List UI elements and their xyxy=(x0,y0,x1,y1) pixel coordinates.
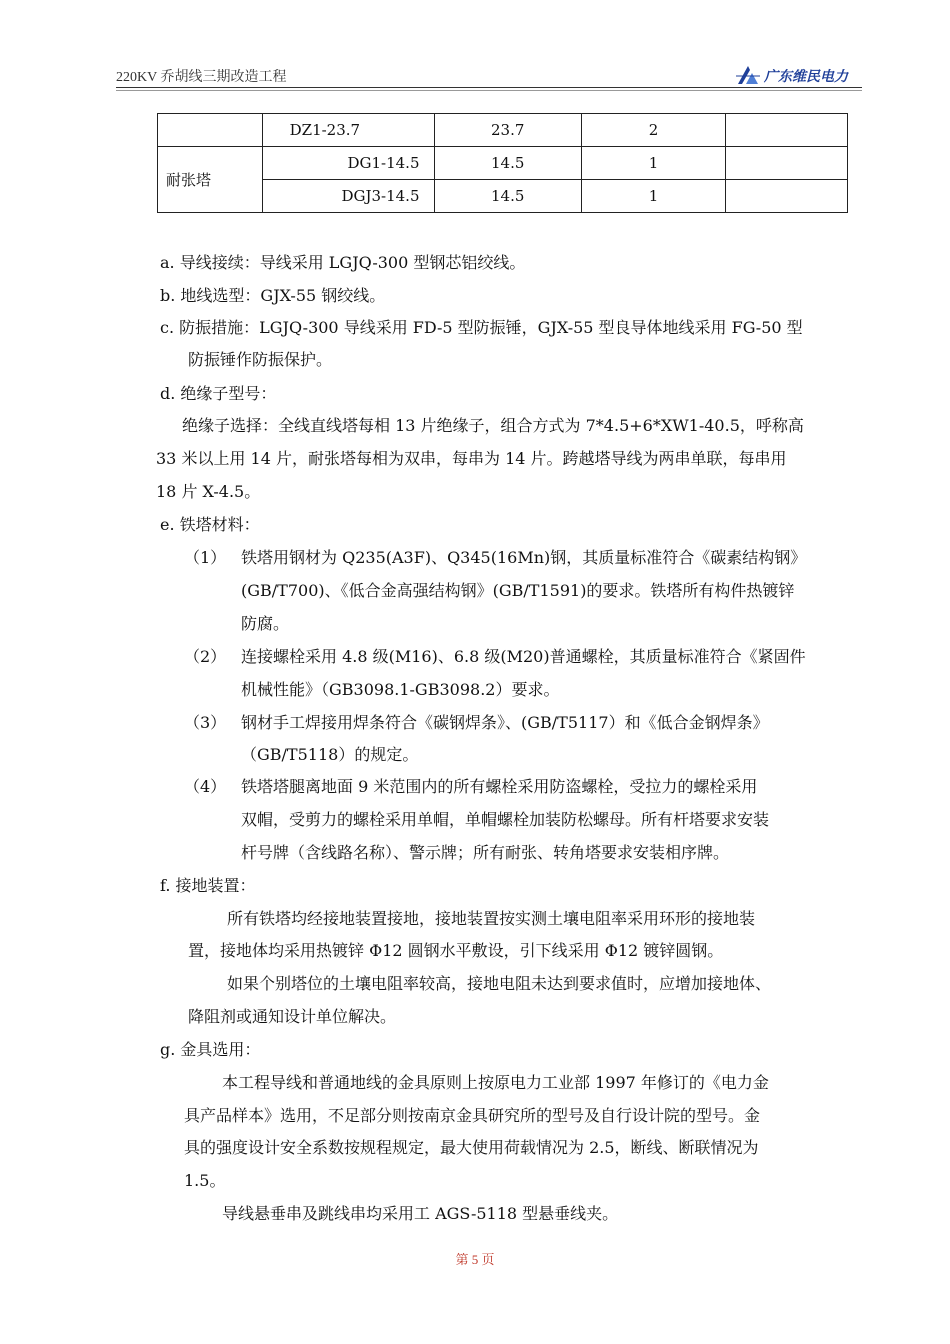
section-e-item4-line3: 杆号牌（含线路名称）、警示牌；所有耐张、转角塔要求安装相序牌。 xyxy=(241,843,730,862)
section-e-item4-line2: 双帽，受剪力的螺栓采用单帽，单帽螺栓加装防松螺母。所有杆塔要求安装 xyxy=(241,810,770,829)
section-g-text-line3: 具的强度设计安全系数按规程规定，最大使用荷载情况为 2.5，断线、断联情况为 xyxy=(184,1138,759,1157)
section-e-item3-number: （3） xyxy=(184,713,227,732)
table-row xyxy=(158,147,848,180)
section-c-text-line2: 防振锤作防振保护。 xyxy=(188,350,333,369)
section-e-item3-line1: 钢材手工焊接用焊条符合《碳钢焊条》、(GB/T5117）和《低合金钢焊条》 xyxy=(241,713,769,732)
section-g-text-line1: 本工程导线和普通地线的金具原则上按原电力工业部 1997 年修订的《电力金 xyxy=(222,1073,769,1092)
section-e-item1-line3: 防腐。 xyxy=(241,614,290,633)
table-cell-group: 耐张塔 xyxy=(158,147,263,213)
section-e-item2-line2: 机械性能》（GB3098.1-GB3098.2）要求。 xyxy=(241,680,560,699)
header-divider-secondary xyxy=(116,90,862,91)
section-g-text-line4: 1.5。 xyxy=(184,1171,226,1190)
company-logo xyxy=(736,62,866,90)
section-e-heading: e. 铁塔材料： xyxy=(160,515,260,534)
section-e-item4-number: （4） xyxy=(184,777,227,796)
table-cell-note xyxy=(726,180,848,213)
section-f-text-line2: 置，接地体均采用热镀锌 Φ12 圆钢水平敷设，引下线采用 Φ12 镀锌圆钢。 xyxy=(188,941,724,960)
table-row xyxy=(158,114,848,147)
section-g-heading: g. 金具选用： xyxy=(160,1040,261,1059)
header-divider xyxy=(116,87,862,88)
company-logo-icon xyxy=(736,64,760,86)
document-header-title: 220KV 乔胡线三期改造工程 xyxy=(116,70,287,85)
page-number: 第 5 页 xyxy=(455,1252,495,1267)
section-d-text-line3: 18 片 X-4.5。 xyxy=(156,482,261,501)
table-cell-count: 1 xyxy=(581,180,725,213)
table-cell-model: DZ1-23.7 xyxy=(262,114,434,147)
section-a-text: a. 导线接续：导线采用 LGJQ-300 型钢芯铝绞线。 xyxy=(160,253,526,272)
table-cell-count: 1 xyxy=(581,147,725,180)
section-d-heading: d. 绝缘子型号： xyxy=(160,384,277,403)
section-f-text-line4: 降阻剂或通知设计单位解决。 xyxy=(188,1007,397,1026)
table-cell-note xyxy=(726,147,848,180)
table-cell-height: 14.5 xyxy=(434,180,581,213)
table-cell-model: DGJ3-14.5 xyxy=(262,180,434,213)
section-f-heading: f. 接地装置： xyxy=(160,876,256,895)
table-cell-count: 2 xyxy=(581,114,725,147)
section-e-item1-line1: 铁塔用钢材为 Q235(A3F)、Q345(16Mn)钢，其质量标准符合《碳素结构钢》 xyxy=(241,548,807,567)
section-f-text-line1: 所有铁塔均经接地装置接地，接地装置按实测土壤电阻率采用环形的接地装 xyxy=(227,909,756,928)
section-d-text-line2: 33 米以上用 14 片，耐张塔每相为双串，每串为 14 片。跨越塔导线为两串单联，每串用 xyxy=(156,449,787,468)
section-e-item3-line2: （GB/T5118）的规定。 xyxy=(241,745,419,764)
section-d-text-line1: 绝缘子选择：全线直线塔每相 13 片绝缘子，组合方式为 7*4.5+6*XW1-40.5，呼称高 xyxy=(182,416,804,435)
tower-spec-table xyxy=(157,113,848,213)
section-e-item1-number: （1） xyxy=(184,548,227,567)
table-cell-model: DG1-14.5 xyxy=(262,147,434,180)
company-logo-text: 广东维民电力 xyxy=(764,69,848,85)
section-e-item2-line1: 连接螺栓采用 4.8 级(M16)、6.8 级(M20)普通螺栓，其质量标准符合《紧固件 xyxy=(241,647,806,666)
section-g-text-line2: 具产品样本》选用，不足部分则按南京金具研究所的型号及自行设计院的型号。金 xyxy=(184,1106,761,1125)
section-e-item1-line2: (GB/T700)、《低合金高强结构钢》(GB/T1591)的要求。铁塔所有构件热镀锌 xyxy=(241,581,795,600)
table-cell-height: 23.7 xyxy=(434,114,581,147)
section-c-text-line1: c. 防振措施：LGJQ-300 导线采用 FD-5 型防振锤，GJX-55 型良导体地线采用 FG-50 型 xyxy=(160,318,803,337)
section-g-text-line5: 导线悬垂串及跳线串均采用工 AGS-5118 型悬垂线夹。 xyxy=(222,1204,619,1223)
table-cell-height: 14.5 xyxy=(434,147,581,180)
section-e-item4-line1: 铁塔塔腿离地面 9 米范围内的所有螺栓采用防盗螺栓，受拉力的螺栓采用 xyxy=(241,777,758,796)
section-b-text: b. 地线选型：GJX-55 钢绞线。 xyxy=(160,286,386,305)
section-e-item2-number: （2） xyxy=(184,647,227,666)
table-cell-group xyxy=(158,114,263,147)
table-cell-note xyxy=(726,114,848,147)
section-f-text-line3: 如果个别塔位的土壤电阻率较高，接地电阻未达到要求值时，应增加接地体、 xyxy=(227,974,772,993)
